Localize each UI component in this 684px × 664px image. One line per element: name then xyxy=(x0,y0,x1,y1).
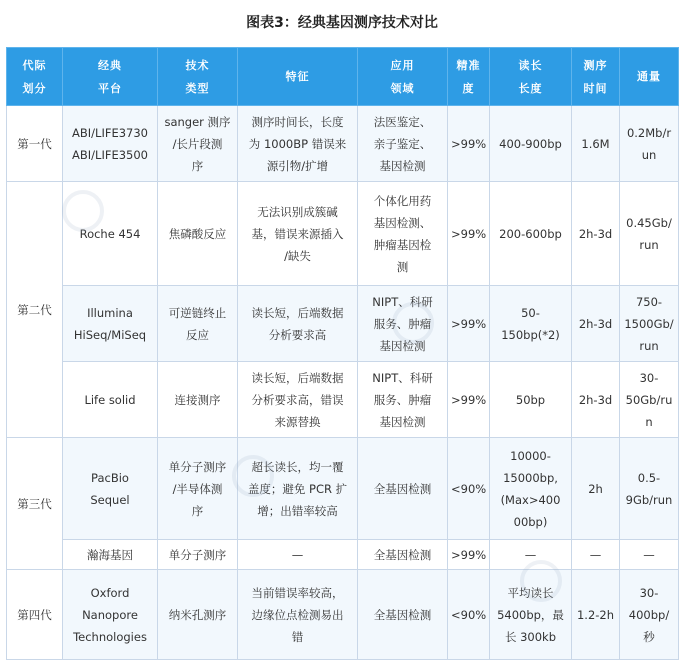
accuracy-cell: >99% xyxy=(448,106,490,182)
accuracy-cell: >99% xyxy=(448,286,490,362)
throughput-cell: 750- 1500Gb/ run xyxy=(620,286,679,362)
tech-cell: 单分子测序 /半导体测 序 xyxy=(158,438,238,540)
throughput-cell: 0.5- 9Gb/run xyxy=(620,438,679,540)
application-cell: 个体化用药 基因检测、 肿瘤基因检 测 xyxy=(358,182,448,286)
table-row xyxy=(7,438,679,540)
header-time: 测序 时间 xyxy=(572,48,620,106)
application-cell: 全基因检测 xyxy=(358,570,448,660)
application-cell: 法医鉴定、 亲子鉴定、 基因检测 xyxy=(358,106,448,182)
accuracy-cell: <90% xyxy=(448,570,490,660)
read-length-cell: 平均读长 5400bp，最 长 300kb xyxy=(490,570,572,660)
feature-cell: 测序时间长，长度 为 1000BP 错误来 源引物/扩增 xyxy=(238,106,358,182)
throughput-cell: 0.2Mb/r un xyxy=(620,106,679,182)
tech-cell: 焦磷酸反应 xyxy=(158,182,238,286)
tech-cell: 连接测序 xyxy=(158,362,238,438)
read-length-cell: 200-600bp xyxy=(490,182,572,286)
table-row xyxy=(7,362,679,438)
tech-cell: 单分子测序 xyxy=(158,540,238,570)
time-cell: 1.6M xyxy=(572,106,620,182)
header-tech-type: 技术 类型 xyxy=(158,48,238,106)
time-cell: 2h-3d xyxy=(572,362,620,438)
accuracy-cell: >99% xyxy=(448,540,490,570)
application-cell: 全基因检测 xyxy=(358,438,448,540)
throughput-cell: — xyxy=(620,540,679,570)
read-length-cell: 10000- 15000bp, (Max>400 00bp) xyxy=(490,438,572,540)
header-accuracy: 精准 度 xyxy=(448,48,490,106)
table-row xyxy=(7,182,679,286)
header-read-length: 读长 长度 xyxy=(490,48,572,106)
read-length-cell: — xyxy=(490,540,572,570)
table-header-row xyxy=(7,48,679,106)
platform-cell: 瀚海基因 xyxy=(63,540,158,570)
tech-cell: 可逆链终止 反应 xyxy=(158,286,238,362)
throughput-cell: 0.45Gb/ run xyxy=(620,182,679,286)
accuracy-cell: >99% xyxy=(448,182,490,286)
generation-cell: 第二代 xyxy=(7,182,63,438)
throughput-cell: 30- 50Gb/ru n xyxy=(620,362,679,438)
throughput-cell: 30- 400bp/ 秒 xyxy=(620,570,679,660)
table-row xyxy=(7,570,679,660)
feature-cell: 读长短，后端数据 分析要求高，错误 来源替换 xyxy=(238,362,358,438)
read-length-cell: 50bp xyxy=(490,362,572,438)
application-cell: NIPT、科研 服务、肿瘤 基因检测 xyxy=(358,362,448,438)
table-row xyxy=(7,106,679,182)
header-generation: 代际 划分 xyxy=(7,48,63,106)
page-title: 图表3：经典基因测序技术对比 xyxy=(246,15,438,31)
accuracy-cell: <90% xyxy=(448,438,490,540)
tech-cell: 纳米孔测序 xyxy=(158,570,238,660)
read-length-cell: 50- 150bp(*2) xyxy=(490,286,572,362)
platform-cell: Life solid xyxy=(63,362,158,438)
platform-cell: PacBio Sequel xyxy=(63,438,158,540)
read-length-cell: 400-900bp xyxy=(490,106,572,182)
platform-cell: Illumina HiSeq/MiSeq xyxy=(63,286,158,362)
platform-cell: Roche 454 xyxy=(63,182,158,286)
header-application: 应用 领域 xyxy=(358,48,448,106)
time-cell: 1.2-2h xyxy=(572,570,620,660)
accuracy-cell: >99% xyxy=(448,362,490,438)
header-platform: 经典 平台 xyxy=(63,48,158,106)
generation-cell: 第一代 xyxy=(7,106,63,182)
platform-cell: Oxford Nanopore Technologies xyxy=(63,570,158,660)
platform-cell: ABI/LIFE3730 ABI/LIFE3500 xyxy=(63,106,158,182)
feature-cell: 无法识别成簇碱 基，错误来源插入 /缺失 xyxy=(238,182,358,286)
time-cell: 2h-3d xyxy=(572,182,620,286)
time-cell: 2h xyxy=(572,438,620,540)
feature-cell: — xyxy=(238,540,358,570)
application-cell: NIPT、科研 服务、肿瘤 基因检测 xyxy=(358,286,448,362)
generation-cell: 第三代 xyxy=(7,438,63,570)
header-feature: 特征 xyxy=(238,48,358,106)
table-row xyxy=(7,286,679,362)
feature-cell: 超长读长，均一覆 盖度；避免 PCR 扩 增；出错率较高 xyxy=(238,438,358,540)
feature-cell: 读长短，后端数据 分析要求高 xyxy=(238,286,358,362)
header-throughput: 通量 xyxy=(620,48,679,106)
time-cell: — xyxy=(572,540,620,570)
application-cell: 全基因检测 xyxy=(358,540,448,570)
comparison-table xyxy=(6,47,679,660)
table-row xyxy=(7,540,679,570)
time-cell: 2h-3d xyxy=(572,286,620,362)
feature-cell: 当前错误率较高， 边缘位点检测易出 错 xyxy=(238,570,358,660)
generation-cell: 第四代 xyxy=(7,570,63,660)
tech-cell: sanger 测序 /长片段测 序 xyxy=(158,106,238,182)
